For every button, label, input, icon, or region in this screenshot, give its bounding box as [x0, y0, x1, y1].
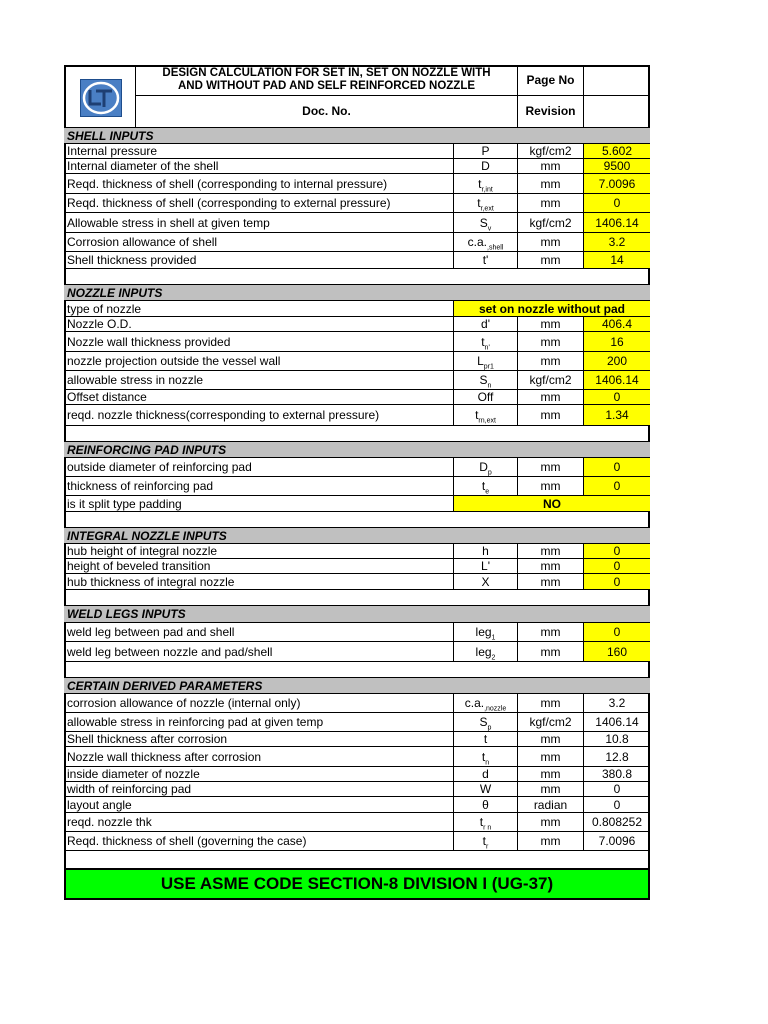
param-description: width of reinforcing pad: [64, 782, 454, 796]
title-line-1: DESIGN CALCULATION FOR SET IN, SET ON NOZZLE WITH: [162, 67, 491, 79]
spacer-row: [64, 425, 650, 441]
revision-label: Revision: [518, 96, 584, 127]
spacer-row: [64, 661, 650, 677]
table-row: [64, 351, 650, 370]
symbol-main: Off: [477, 390, 494, 404]
table-row: [64, 543, 650, 558]
symbol-main: S: [479, 373, 488, 387]
param-symbol: [454, 174, 518, 193]
section-header-nozzle: NOZZLE INPUTS: [64, 284, 650, 300]
symbol-main: leg: [475, 625, 492, 639]
symbol-main: t: [475, 408, 479, 422]
param-value-input[interactable]: set on nozzle without pad: [454, 301, 650, 316]
table-row: [64, 622, 650, 641]
param-description: Nozzle wall thickness after corrosion: [64, 747, 454, 766]
param-symbol: [454, 458, 518, 476]
param-unit: mm: [518, 767, 584, 781]
symbol-main: h: [482, 544, 489, 558]
param-value-input[interactable]: 9500: [584, 159, 650, 173]
param-symbol: [454, 194, 518, 212]
param-description: reqd. nozzle thk: [64, 813, 454, 831]
code-banner: USE ASME CODE SECTION-8 DIVISION I (UG-37): [64, 868, 650, 900]
param-symbol: [454, 694, 518, 712]
param-symbol: [454, 767, 518, 781]
param-symbol: [454, 782, 518, 796]
section-header-shell: SHELL INPUTS: [64, 127, 650, 143]
param-unit: mm: [518, 332, 584, 351]
param-value: 0.808252: [591, 815, 643, 829]
symbol-main: d': [481, 317, 490, 331]
table-row: [64, 173, 650, 193]
param-unit: kgf/cm2: [518, 144, 584, 158]
param-symbol: [454, 144, 518, 158]
param-symbol: [454, 405, 518, 425]
table-row: [64, 251, 650, 268]
doc-no-label: Doc. No.: [136, 96, 518, 127]
param-value-input[interactable]: 0: [584, 477, 650, 495]
symbol-main: θ: [482, 798, 489, 812]
param-description: height of beveled transition: [64, 559, 454, 573]
symbol-subscript: v: [487, 225, 492, 232]
param-value-input[interactable]: 160: [584, 642, 650, 661]
param-symbol: [454, 159, 518, 173]
table-row: [64, 158, 650, 173]
revision-value[interactable]: [584, 96, 650, 127]
table-row: [64, 766, 650, 781]
lt-logo-icon: [80, 79, 122, 117]
param-description: Nozzle wall thickness provided: [64, 332, 454, 351]
param-unit: mm: [518, 574, 584, 589]
param-description: Allowable stress in shell at given temp: [64, 213, 454, 232]
param-description: weld leg between pad and shell: [64, 623, 454, 641]
param-symbol: [454, 559, 518, 573]
logo-cell: [64, 65, 136, 127]
table-row: [64, 831, 650, 850]
param-symbol: [454, 317, 518, 331]
param-description: Nozzle O.D.: [64, 317, 454, 331]
symbol-subscript: n': [484, 344, 490, 351]
param-unit: kgf/cm2: [518, 213, 584, 232]
symbol-main: S: [479, 216, 488, 230]
section-header-weld: WELD LEGS INPUTS: [64, 605, 650, 622]
symbol-main: c.a.: [467, 235, 487, 249]
symbol-main: D: [479, 460, 488, 474]
param-value-input[interactable]: 0: [584, 458, 650, 476]
param-description: Reqd. thickness of shell (governing the case): [64, 832, 454, 850]
table-row: [64, 495, 650, 511]
param-value-input[interactable]: 7.0096: [584, 174, 650, 193]
param-description: reqd. nozzle thickness(corresponding to external pressure): [64, 405, 454, 425]
param-description: Internal pressure: [64, 144, 454, 158]
param-symbol: [454, 352, 518, 370]
param-description: weld leg between nozzle and pad/shell: [64, 642, 454, 661]
table-row: [64, 573, 650, 589]
param-unit: mm: [518, 159, 584, 173]
spacer-row: [64, 589, 650, 605]
param-symbol: [454, 832, 518, 850]
param-symbol: [454, 332, 518, 351]
symbol-main: t: [479, 815, 484, 829]
param-unit: mm: [518, 194, 584, 212]
param-value-input[interactable]: 16: [584, 332, 650, 351]
param-value: 380.8: [601, 767, 633, 781]
symbol-main: t': [482, 253, 489, 267]
symbol-subscript: e: [485, 488, 490, 495]
table-row: [64, 812, 650, 831]
param-unit: mm: [518, 642, 584, 661]
param-description: inside diameter of nozzle: [64, 767, 454, 781]
param-description: allowable stress in reinforcing pad at given temp: [64, 713, 454, 731]
param-description: Reqd. thickness of shell (corresponding to internal pressure): [64, 174, 454, 193]
symbol-main: d: [482, 767, 489, 781]
param-value-input[interactable]: 406.4: [584, 317, 650, 331]
table-row: [64, 781, 650, 796]
symbol-subscript: pr1: [483, 363, 494, 370]
param-symbol: [454, 390, 518, 404]
param-unit: kgf/cm2: [518, 713, 584, 731]
param-unit: mm: [518, 390, 584, 404]
page-no-label: Page No: [518, 65, 584, 96]
symbol-subscript: 1: [491, 634, 496, 641]
symbol-subscript: n: [487, 382, 492, 389]
param-unit: mm: [518, 747, 584, 766]
param-symbol: [454, 213, 518, 232]
param-value-input[interactable]: 0: [584, 390, 650, 404]
param-value: 0: [613, 798, 621, 812]
param-description: Offset distance: [64, 390, 454, 404]
symbol-subscript: r n: [483, 824, 492, 831]
title-line-2: AND WITHOUT PAD AND SELF REINFORCED NOZZLE: [177, 80, 476, 92]
table-row: [64, 331, 650, 351]
symbol-subscript: rn,ext: [478, 417, 496, 425]
symbol-subscript: p: [487, 469, 492, 476]
param-value-input[interactable]: 1406.14: [584, 213, 650, 232]
param-description: thickness of reinforcing pad: [64, 477, 454, 495]
symbol-subscript: r,int: [481, 186, 493, 193]
table-row: [64, 641, 650, 661]
symbol-main: D: [481, 159, 490, 173]
param-unit: mm: [518, 544, 584, 558]
param-description: allowable stress in nozzle: [64, 371, 454, 389]
param-description: is it split type padding: [64, 496, 454, 511]
table-row: [64, 193, 650, 212]
param-description: outside diameter of reinforcing pad: [64, 458, 454, 476]
section-header-pad: REINFORCING PAD INPUTS: [64, 441, 650, 457]
symbol-subscript: 2: [491, 654, 496, 661]
param-unit: mm: [518, 405, 584, 425]
table-row: [64, 404, 650, 425]
param-symbol: [454, 233, 518, 251]
param-value-input[interactable]: 3.2: [584, 233, 650, 251]
param-unit: mm: [518, 477, 584, 495]
table-row: [64, 457, 650, 476]
symbol-subscript: ,shell: [487, 244, 504, 251]
symbol-subscript: r: [486, 843, 489, 850]
symbol-main: t: [481, 479, 486, 493]
param-unit: mm: [518, 352, 584, 370]
symbol-main: S: [479, 715, 488, 729]
param-value: 1406.14: [595, 715, 639, 729]
param-value-input[interactable]: 0: [584, 194, 650, 212]
param-value-input[interactable]: 0: [584, 559, 650, 573]
param-value-input[interactable]: 0: [584, 544, 650, 558]
table-row: [64, 370, 650, 389]
param-unit: mm: [518, 559, 584, 573]
param-value: 12.8: [605, 750, 629, 764]
symbol-main: L: [477, 354, 484, 368]
table-row: [64, 316, 650, 331]
param-description: Corrosion allowance of shell: [64, 233, 454, 251]
param-unit: mm: [518, 623, 584, 641]
spacer-row: [64, 511, 650, 527]
param-description: nozzle projection outside the vessel wall: [64, 352, 454, 370]
symbol-subscript: n: [485, 759, 490, 766]
symbol-main: leg: [475, 645, 492, 659]
param-description: Reqd. thickness of shell (corresponding to external pressure): [64, 194, 454, 212]
table-row: [64, 389, 650, 404]
param-symbol: [454, 574, 518, 589]
param-symbol: [454, 713, 518, 731]
param-symbol: [454, 797, 518, 812]
table-row: [64, 476, 650, 495]
table-row: [64, 212, 650, 232]
param-unit: mm: [518, 732, 584, 746]
param-value-input[interactable]: 14: [584, 252, 650, 268]
param-value: 10.8: [605, 732, 629, 746]
param-unit: mm: [518, 174, 584, 193]
param-unit: radian: [518, 797, 584, 812]
param-value-input[interactable]: 200: [584, 352, 650, 370]
symbol-main: W: [479, 782, 492, 796]
param-description: Shell thickness after corrosion: [64, 732, 454, 746]
param-description: Shell thickness provided: [64, 252, 454, 268]
param-description: corrosion allowance of nozzle (internal only): [64, 694, 454, 712]
symbol-subscript: ,nozzle: [484, 705, 507, 712]
param-description: layout angle: [64, 797, 454, 812]
param-unit: mm: [518, 832, 584, 850]
symbol-main: t: [477, 196, 481, 210]
page-no-value[interactable]: [584, 65, 650, 96]
symbol-subscript: p: [487, 724, 492, 731]
param-value-input[interactable]: 5.602: [584, 144, 650, 158]
param-unit: mm: [518, 694, 584, 712]
param-symbol: [454, 544, 518, 558]
param-symbol: [454, 477, 518, 495]
param-symbol: [454, 371, 518, 389]
param-unit: mm: [518, 782, 584, 796]
section-header-integral: INTEGRAL NOZZLE INPUTS: [64, 527, 650, 543]
param-value-input[interactable]: 1406.14: [584, 371, 650, 389]
table-row: [64, 693, 650, 712]
symbol-main: t: [481, 335, 485, 349]
param-symbol: [454, 747, 518, 766]
spacer-row: [64, 268, 650, 284]
param-unit: mm: [518, 252, 584, 268]
param-unit: mm: [518, 233, 584, 251]
param-symbol: [454, 813, 518, 831]
param-value: 7.0096: [598, 834, 636, 848]
table-row: [64, 300, 650, 316]
table-row: [64, 746, 650, 766]
symbol-main: t: [478, 177, 482, 191]
param-value: 3.2: [608, 696, 626, 710]
param-unit: mm: [518, 317, 584, 331]
param-description: hub thickness of integral nozzle: [64, 574, 454, 589]
param-value-input[interactable]: 1.34: [584, 405, 650, 425]
table-row: [64, 232, 650, 251]
param-value-input[interactable]: NO: [454, 496, 650, 511]
param-description: type of nozzle: [64, 301, 454, 316]
table-row: [64, 731, 650, 746]
document-title: [136, 65, 518, 96]
table-row: [64, 143, 650, 158]
symbol-main: L': [481, 559, 490, 573]
param-description: hub height of integral nozzle: [64, 544, 454, 558]
param-unit: mm: [518, 813, 584, 831]
param-symbol: [454, 252, 518, 268]
table-row: [64, 796, 650, 812]
param-value-input[interactable]: 0: [584, 574, 650, 589]
param-description: Internal diameter of the shell: [64, 159, 454, 173]
symbol-main: c.a.: [464, 696, 485, 710]
param-unit: kgf/cm2: [518, 371, 584, 389]
param-symbol: [454, 732, 518, 746]
symbol-main: P: [481, 144, 490, 158]
table-row: [64, 712, 650, 731]
param-symbol: [454, 642, 518, 661]
param-value-input[interactable]: 0: [584, 623, 650, 641]
symbol-main: t: [483, 732, 488, 746]
param-value: 0: [613, 782, 621, 796]
symbol-main: X: [481, 575, 490, 589]
symbol-subscript: r,ext: [480, 205, 494, 212]
param-unit: mm: [518, 458, 584, 476]
symbol-main: t: [482, 834, 486, 848]
symbol-main: t: [481, 750, 486, 764]
section-header-derived: CERTAIN DERIVED PARAMETERS: [64, 677, 650, 693]
param-symbol: [454, 623, 518, 641]
table-row: [64, 558, 650, 573]
spacer-row: [64, 850, 650, 868]
